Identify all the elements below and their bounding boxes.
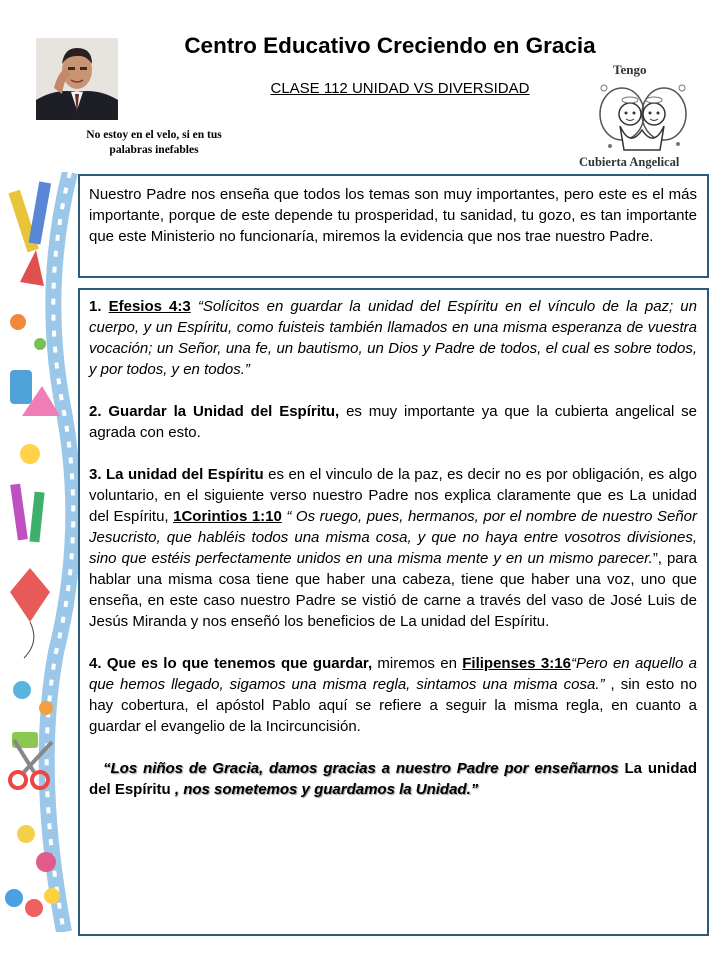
point-2-lead: 2. Guardar la Unidad del Espíritu, — [89, 403, 340, 420]
point-2 — [89, 401, 697, 443]
closing-part-4: ” — [470, 781, 479, 798]
point-4-lead: 4. Que es lo que tenemos que guardar, — [89, 655, 373, 672]
point-2-text: es muy importante ya que la cubierta angelical se agrada con esto. — [89, 403, 698, 441]
point-4 — [89, 653, 697, 737]
point-3 — [89, 464, 697, 632]
balloons-icon — [5, 888, 60, 917]
point-1 — [89, 296, 697, 380]
point-1-number: 1. — [89, 298, 109, 315]
class-subtitle: CLASE 112 UNIDAD VS DIVERSIDAD — [270, 80, 530, 97]
kite-icon — [10, 568, 50, 658]
closing-statement — [89, 758, 697, 800]
portrait-caption: No estoy en el velo, si en tus palabras inefables — [86, 129, 222, 156]
point-4-quote: “Pero en aquello a que hemos llegado, sigamos una misma regla, sintamos una misma cosa.” — [89, 655, 697, 693]
decorative-border-art — [0, 172, 78, 932]
closing-part-2: La unidad del Espíritu — [89, 760, 697, 798]
point-4-reference: Filipenses 3:16 — [462, 655, 571, 672]
point-3-text: es en el vinculo de la paz, es decir no es por obligación, es algo voluntario, en el siguiente verso nuestro Padre nos explica claramente que es La unidad del Espíritu, — [89, 466, 698, 525]
point-3-reference: 1Corintios 1:10 — [173, 508, 282, 525]
intro-text: Nuestro Padre nos enseña que todos los temas son muy importantes, pero este es el más importante, porque de este depende tu prosperidad, tu sanidad, tu gozo, es tan importante que este Ministerio no funcionaría, miremos la evidencia que nos trae nuestro Padre. — [89, 186, 697, 245]
point-1-quote: “Solícitos en guardar la unidad del Espíritu en el vínculo de la paz; un cuerpo, y un Espíritu, como fuisteis también llamados en una misma esperanza de vuestra vocación; un Señor, una fe, un bautismo, un Dios y Padre de todos, el cual es sobre todos, y por todos, y en todos.” — [89, 298, 697, 378]
point-1-reference: Efesios 4:3 — [108, 298, 191, 315]
closing-part-3: , nos sometemos y guardamos la Unidad. — [170, 781, 471, 798]
content-box — [78, 288, 709, 936]
page-title: Centro Educativo Creciendo en Gracia — [184, 33, 596, 58]
point-3-lead: 3. La unidad del Espíritu — [89, 466, 264, 483]
point-3-quote: “ Os ruego, pues, hermanos, por el nombre de nuestro Señor Jesucristo, que habléis todos una misma cosa, y que no haya entre vosotros divisiones, sino que estéis perfectamente unidos en una misma mente y en un mismo parecer. — [89, 508, 697, 567]
pencil-icon — [8, 181, 51, 252]
closing-part-1: “Los niños de Gracia, damos gracias a nuestro Padre por enseñarnos — [103, 760, 619, 777]
point-4-text-after: , sin esto no hay cobertura, el apóstol Pablo aquí se refiere a seguir la misma regla, en cuanto a guardar el evangelio de la Incircuncisión. — [89, 676, 697, 735]
logo-bottom-text: Cubierta Angelical — [579, 155, 680, 169]
logo-top-text: Tengo — [613, 62, 647, 77]
point-4-text: miremos en — [372, 655, 463, 672]
intro-box — [78, 174, 709, 278]
point-3-text-after: ”, para hablar una misma cosa tiene que haber una cabeza, tiene que haber una voz, uno que enseña, en este caso nuestro Padre se vistió de carne a través del vaso de José Luis de Jesús Miranda y nos enseñó los beneficios de La unidad del Espíritu. — [89, 550, 697, 630]
